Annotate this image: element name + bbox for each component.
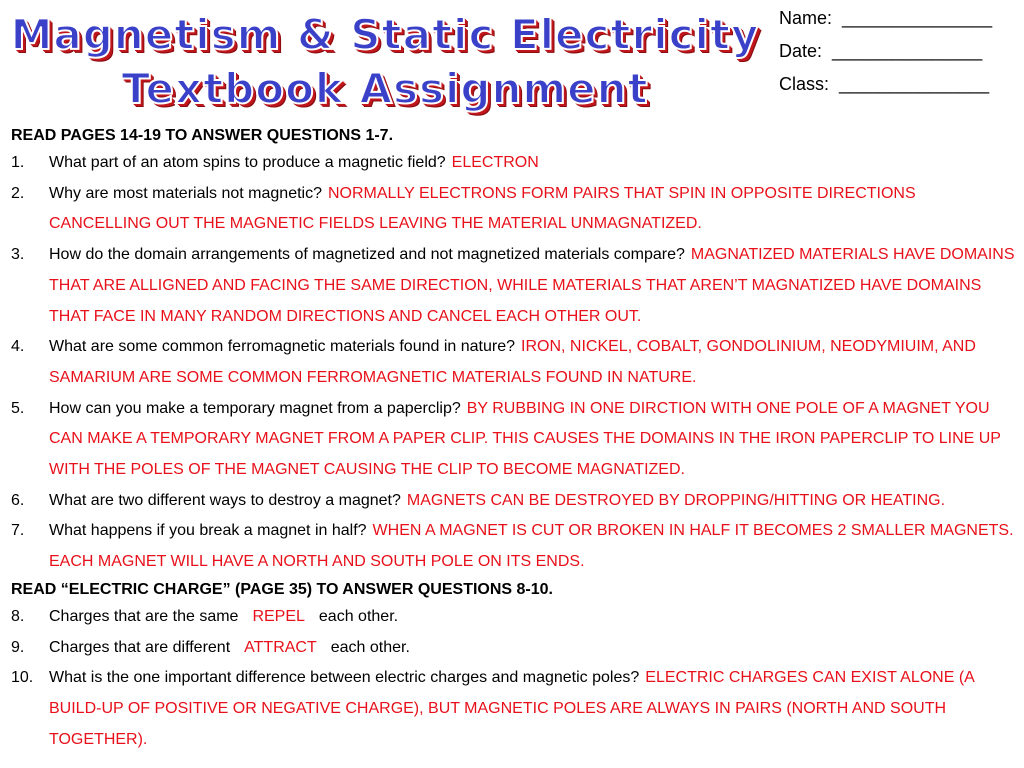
- question-number: 3.: [11, 246, 25, 264]
- question-text: Charges that are different: [49, 638, 231, 656]
- date-field[interactable]: [779, 39, 992, 72]
- question-text-after: each other.: [330, 638, 410, 656]
- question-item: [11, 663, 1016, 755]
- question-number: 4.: [11, 338, 25, 356]
- answer-text: ELECTRIC CHARGES CAN EXIST ALONE (A BUILD-UP OF POSITIVE OR NEGATIVE CHARGE), BUT MAGNETIC POLES ARE ALWAYS IN PAIRS (NORTH AND SOUTH TOGETHER).: [49, 669, 974, 748]
- question-number: 8.: [11, 607, 25, 625]
- assignment-body: [11, 124, 1016, 755]
- question-number: 1.: [11, 154, 25, 171]
- answer-text: IRON, NICKEL, COBALT, GONDOLINIUM, NEODYMIUIM, AND SAMARIUM ARE SOME COMMON FERROMAGNETIC MATERIALS FOUND IN NATURE.: [49, 338, 976, 386]
- name-blank: _______________: [842, 8, 993, 28]
- question-text: What part of an atom spins to produce a magnetic field?: [49, 154, 446, 171]
- date-blank: _______________: [832, 41, 983, 61]
- section-heading: READ PAGES 14-19 TO ANSWER QUESTIONS 1-7.: [11, 127, 394, 144]
- question-number: 9.: [11, 638, 25, 656]
- question-number: 6.: [11, 491, 25, 509]
- class-blank: _______________: [839, 74, 990, 94]
- question-item: [11, 486, 1016, 517]
- question-text: Why are most materials not magnetic?: [49, 184, 322, 202]
- question-number: 2.: [11, 184, 25, 202]
- answer-text: ELECTRON: [451, 154, 539, 171]
- question-text: How do the domain arrangements of magnetized and not magnetized materials compare?: [49, 246, 685, 264]
- question-text: How can you make a temporary magnet from a paperclip?: [49, 399, 461, 417]
- student-info-fields: [779, 6, 992, 105]
- date-label: Date:: [779, 41, 823, 61]
- question-item: [11, 633, 1016, 664]
- question-number: 7.: [11, 522, 25, 540]
- class-label: Class:: [779, 74, 830, 94]
- answer-text: NORMALLY ELECTRONS FORM PAIRS THAT SPIN IN OPPOSITE DIRECTIONS CANCELLING OUT THE MAGNETIC FIELDS LEAVING THE MATERIAL UNMAGNATIZED.: [49, 184, 916, 233]
- answer-text: MAGNATIZED MATERIALS HAVE DOMAINS THAT ARE ALLIGNED AND FACING THE SAME DIRECTION, WHILE MATERIALS THAT AREN’T MAGNATIZED HAVE DOMAINS THAT FACE IN MANY RANDOM DIRECTIONS AND CANCEL EACH OTHER OUT.: [49, 246, 1015, 325]
- class-field[interactable]: [779, 72, 992, 105]
- question-number: 5.: [11, 399, 25, 417]
- answer-text: REPEL: [252, 607, 305, 625]
- question-text: What is the one important difference between electric charges and magnetic poles?: [49, 669, 640, 687]
- title-line-2: Textbook Assignment: [121, 64, 649, 113]
- question-item: [11, 148, 1016, 179]
- name-label: Name:: [779, 8, 833, 28]
- question-text-after: each other.: [318, 607, 399, 625]
- question-number: 10.: [11, 669, 34, 687]
- section-heading: READ “ELECTRIC CHARGE” (PAGE 35) TO ANSWER QUESTIONS 8-10.: [11, 580, 553, 598]
- answer-text: ATTRACT: [244, 638, 317, 656]
- question-item: [11, 240, 1016, 332]
- question-item: [11, 394, 1016, 486]
- question-item: [11, 332, 1016, 393]
- answer-text: BY RUBBING IN ONE DIRCTION WITH ONE POLE OF A MAGNET YOU CAN MAKE A TEMPORARY MAGNET FROM A PAPER CLIP. THIS CAUSES THE DOMAINS IN THE IRON PAPERCLIP TO LINE UP WITH THE POLES OF THE MAGNET CAUSING THE CLIP TO BECOME MAGNATIZED.: [49, 399, 1001, 479]
- question-text: What are two different ways to destroy a magnet?: [49, 491, 401, 509]
- answer-text: MAGNETS CAN BE DESTROYED BY DROPPING/HITTING OR HEATING.: [406, 491, 946, 509]
- question-item: [11, 516, 1016, 577]
- question-text: Charges that are the same: [49, 607, 239, 625]
- name-field[interactable]: [779, 6, 992, 39]
- question-item: [11, 602, 1016, 633]
- question-text: What happens if you break a magnet in half?: [49, 522, 367, 540]
- title-line-1: Magnetism & Static Electricity: [10, 10, 760, 59]
- question-text: What are some common ferromagnetic materials found in nature?: [49, 338, 515, 356]
- answer-text: WHEN A MAGNET IS CUT OR BROKEN IN HALF IT BECOMES 2 SMALLER MAGNETS. EACH MAGNET WILL HAVE A NORTH AND SOUTH POLE ON ITS ENDS.: [49, 522, 1014, 571]
- question-item: [11, 179, 1016, 240]
